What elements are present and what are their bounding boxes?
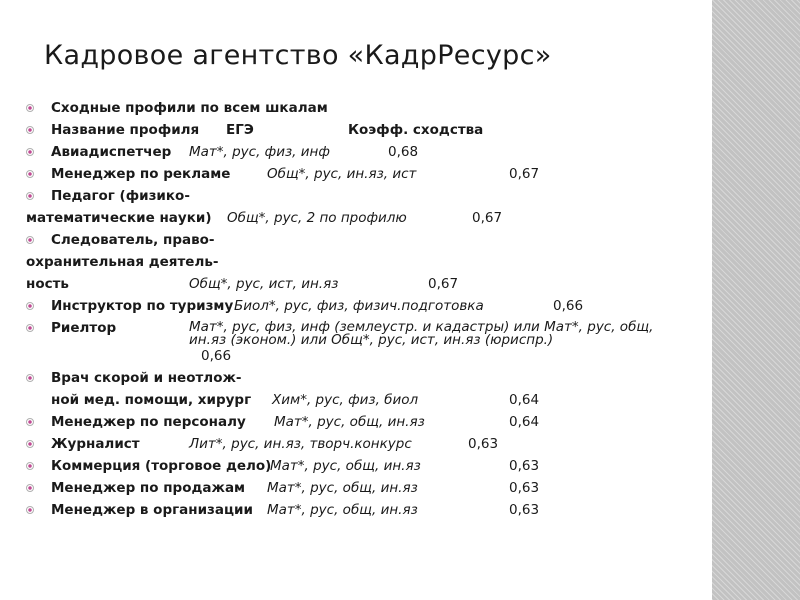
profile-coef: 0,66	[553, 298, 584, 314]
profile-ege: Общ*, рус, ист, ин.яз	[189, 276, 339, 292]
profile-ege: Мат*, рус, физ, инф	[189, 144, 330, 160]
table-row-continuation	[26, 273, 716, 295]
bullet-icon	[26, 236, 34, 244]
column-header-ege: ЕГЭ	[226, 122, 254, 138]
column-header-coef: Коэфф. сходства	[348, 122, 484, 138]
profile-ege: Мат*, рус, общ, ин.яз	[267, 502, 418, 518]
profile-name: Менеджер по рекламе	[51, 166, 231, 182]
profile-coef: 0,63	[509, 458, 540, 474]
profile-coef: 0,63	[468, 436, 499, 452]
profile-ege: Мат*, рус, общ, ин.яз	[267, 480, 418, 496]
profile-ege: Общ*, рус, ин.яз, ист	[267, 166, 417, 182]
table-row	[26, 477, 716, 499]
profile-ege: Мат*, рус, физ, инф (землеустр. и кадастры) или Мат*, рус, общ, ин.яз (эконом.) или Общ*, рус, ист, ин.яз (юриспр.)	[189, 319, 654, 348]
profile-name: Менеджер по персоналу	[51, 414, 246, 430]
profile-ege: Мат*, рус, общ, ин.яз	[274, 414, 425, 430]
bullet-icon	[26, 506, 34, 514]
bullet-icon	[26, 148, 34, 156]
profile-coef: 0,64	[509, 414, 540, 430]
profile-coef: 0,68	[388, 144, 419, 160]
profile-coef: 0,64	[509, 392, 540, 408]
profile-name-line3: ность	[26, 276, 69, 292]
table-header	[26, 119, 716, 141]
intro-text: Сходные профили по всем шкалам	[51, 100, 328, 116]
column-header-name: Название профиля	[51, 122, 200, 138]
table-row	[26, 185, 716, 207]
bullet-icon	[26, 324, 34, 332]
profile-name: Авиадиспетчер	[51, 144, 172, 160]
table-row	[26, 411, 716, 433]
bullet-icon	[26, 104, 34, 112]
profile-name: Коммерция (торговое дело)	[51, 458, 272, 474]
table-row	[26, 455, 716, 477]
profile-ege: Мат*, рус, общ, ин.яз	[270, 458, 421, 474]
bullet-icon	[26, 192, 34, 200]
profile-coef: 0,63	[509, 480, 540, 496]
profile-name-line2: математические науки)	[26, 210, 212, 226]
decorative-side-stripe	[712, 0, 800, 600]
profile-ege: Лит*, рус, ин.яз, творч.конкурс	[189, 436, 412, 452]
table-row-continuation	[26, 207, 716, 229]
bullet-icon	[26, 462, 34, 470]
bullet-icon	[26, 418, 34, 426]
table-row	[26, 141, 716, 163]
profile-name-line2: охранительная деятель-	[26, 254, 219, 270]
profile-name-line1: Следователь, право-	[51, 232, 215, 248]
profiles-list	[26, 97, 716, 521]
profile-coef: 0,66	[201, 348, 232, 364]
profile-name-line1: Педагог (физико-	[51, 188, 190, 204]
profile-ege: Биол*, рус, физ, физич.подготовка	[234, 298, 484, 314]
table-row	[26, 163, 716, 185]
profile-name: Менеджер в организации	[51, 502, 253, 518]
bullet-icon	[26, 302, 34, 310]
profile-name: Менеджер по продажам	[51, 480, 246, 496]
bullet-icon	[26, 484, 34, 492]
profile-coef: 0,63	[509, 502, 540, 518]
list-item-intro	[26, 97, 716, 119]
table-row	[26, 317, 716, 367]
table-row-continuation	[26, 251, 716, 273]
table-row-continuation	[26, 389, 716, 411]
profile-ege: Хим*, рус, физ, биол	[272, 392, 419, 408]
table-row	[26, 367, 716, 389]
bullet-icon	[26, 170, 34, 178]
table-row	[26, 229, 716, 251]
profile-coef: 0,67	[472, 210, 503, 226]
profile-coef: 0,67	[428, 276, 459, 292]
profile-ege: Общ*, рус, 2 по профилю	[227, 210, 407, 226]
table-row	[26, 499, 716, 521]
profile-coef: 0,67	[509, 166, 540, 182]
table-row	[26, 433, 716, 455]
profile-name: Риелтор	[51, 320, 117, 336]
profile-name: Журналист	[51, 436, 140, 452]
bullet-icon	[26, 126, 34, 134]
bullet-icon	[26, 440, 34, 448]
bullet-icon	[26, 374, 34, 382]
page-title: Кадровое агентство «КадрРесурс»	[44, 40, 552, 71]
profile-name-line2: ной мед. помощи, хирург	[51, 392, 252, 408]
table-row	[26, 295, 716, 317]
profile-name: Инструктор по туризму	[51, 298, 234, 314]
profile-name-line1: Врач скорой и неотлож-	[51, 370, 242, 386]
